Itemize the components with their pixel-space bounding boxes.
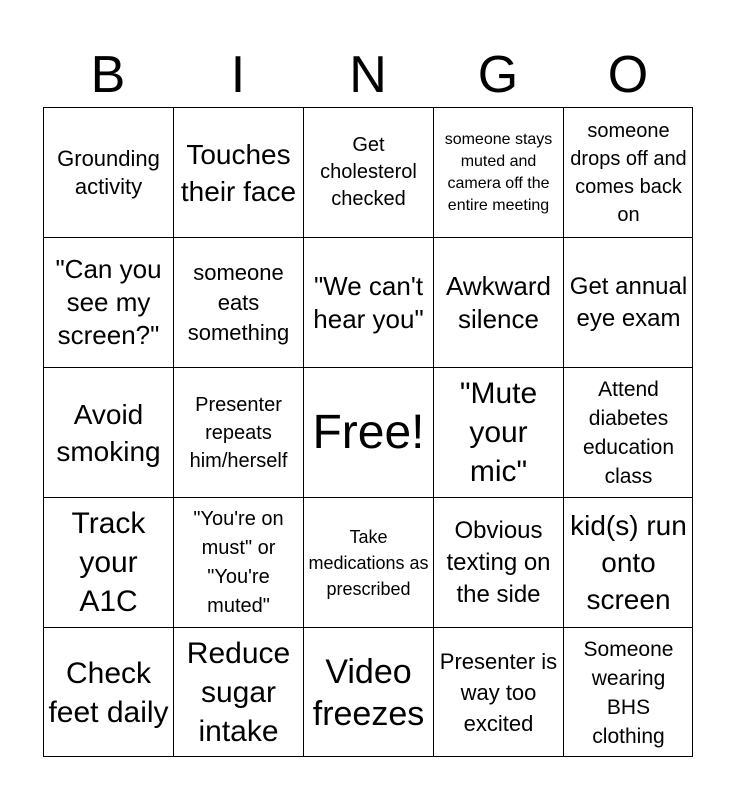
bingo-cell[interactable]: Presenter is way too excited (433, 627, 563, 757)
bingo-cell[interactable]: Get annual eye exam (563, 237, 693, 367)
bingo-cell[interactable]: Get cholesterol checked (303, 107, 433, 237)
bingo-cell[interactable]: "Can you see my screen?" (43, 237, 173, 367)
bingo-cell[interactable]: Check feet daily (43, 627, 173, 757)
bingo-cell[interactable]: Video freezes (303, 627, 433, 757)
free-space-cell[interactable]: Free! (303, 367, 433, 497)
header-letter-g: G (477, 46, 519, 104)
header-letter-i: I (230, 46, 246, 104)
bingo-cell[interactable]: Reduce sugar intake (173, 627, 303, 757)
bingo-cell[interactable]: Avoid smoking (43, 367, 173, 497)
bingo-cell[interactable]: "Mute your mic" (433, 367, 563, 497)
bingo-cell[interactable]: "You're on must" or "You're muted" (173, 497, 303, 627)
header-letter-b: B (90, 46, 126, 104)
header-letter-n: N (349, 46, 387, 104)
header-letter-o: O (607, 46, 649, 104)
bingo-cell[interactable]: kid(s) run onto screen (563, 497, 693, 627)
bingo-cell[interactable]: Obvious texting on the side (433, 497, 563, 627)
bingo-grid (43, 107, 693, 757)
bingo-cell[interactable]: Grounding activity (43, 107, 173, 237)
bingo-cell[interactable]: Track your A1C (43, 497, 173, 627)
bingo-cell[interactable]: Take medications as prescribed (303, 497, 433, 627)
bingo-cell[interactable]: Presenter repeats him/herself (173, 367, 303, 497)
bingo-cell[interactable]: Touches their face (173, 107, 303, 237)
bingo-cell[interactable]: someone stays muted and camera off the entire meeting (433, 107, 563, 237)
bingo-cell[interactable]: Awkward silence (433, 237, 563, 367)
bingo-header (43, 42, 693, 108)
bingo-cell[interactable]: Attend diabetes education class (563, 367, 693, 497)
bingo-cell[interactable]: "We can't hear you" (303, 237, 433, 367)
bingo-cell[interactable]: someone eats something (173, 237, 303, 367)
bingo-cell[interactable]: someone drops off and comes back on (563, 107, 693, 237)
bingo-cell[interactable]: Someone wearing BHS clothing (563, 627, 693, 757)
